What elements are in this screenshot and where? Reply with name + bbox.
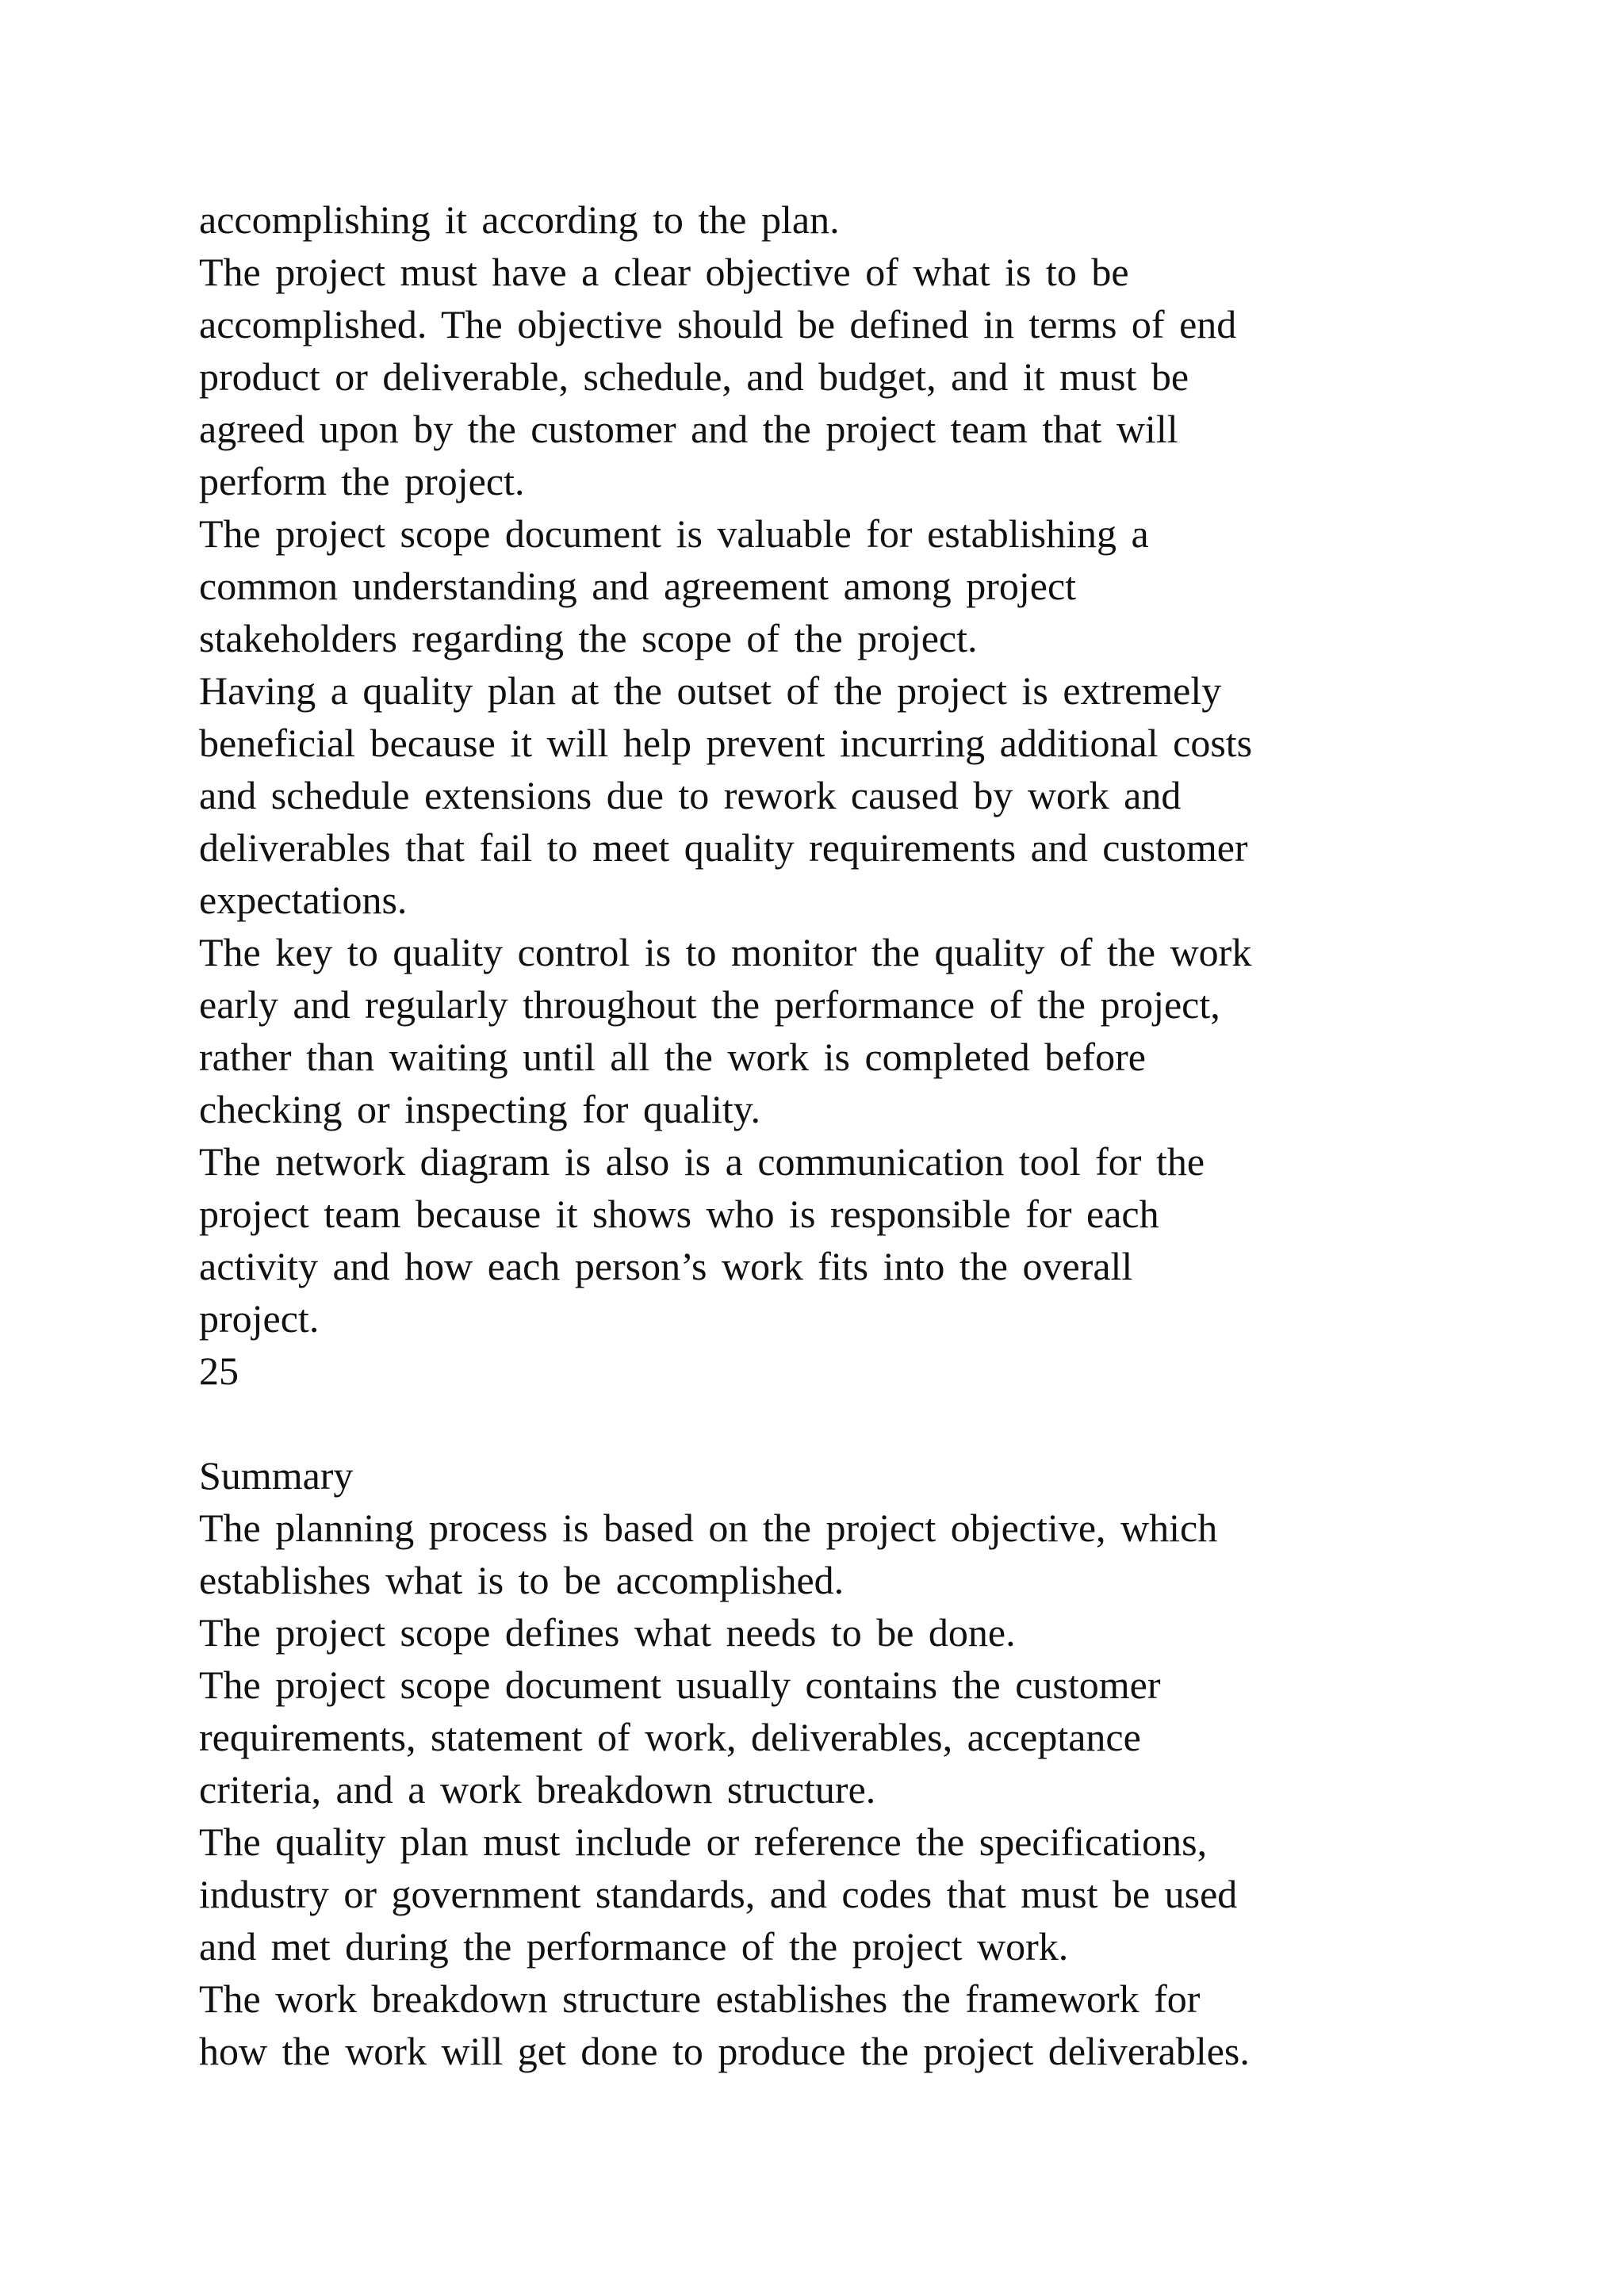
- text-line: and schedule extensions due to rework caused by work and: [199, 773, 1182, 817]
- section-heading: Summary: [199, 1453, 354, 1498]
- text-line: product or deliverable, schedule, and budget, and it must be: [199, 354, 1189, 399]
- text-line: checking or inspecting for quality.: [199, 1087, 761, 1131]
- text-line: activity and how each person’s work fits into the overall: [199, 1244, 1133, 1288]
- text-line: accomplished. The objective should be defined in terms of end: [199, 302, 1237, 346]
- text-line: requirements, statement of work, deliverables, acceptance: [199, 1715, 1141, 1759]
- text-line: project.: [199, 1296, 320, 1341]
- text-line: accomplishing it according to the plan.: [199, 197, 840, 242]
- text-line: project team because it shows who is responsible for each: [199, 1192, 1159, 1236]
- text-line: industry or government standards, and codes that must be used: [199, 1872, 1238, 1916]
- text-line: criteria, and a work breakdown structure.: [199, 1767, 876, 1812]
- text-line: The quality plan must include or reference the specifications,: [199, 1820, 1208, 1864]
- text-line: early and regularly throughout the performance of the project,: [199, 982, 1220, 1027]
- text-line: and met during the performance of the project work.: [199, 1924, 1069, 1969]
- text-line: The project scope document usually contains the customer: [199, 1663, 1161, 1707]
- text-line: rather than waiting until all the work is completed before: [199, 1035, 1146, 1079]
- text-line: perform the project.: [199, 459, 525, 503]
- text-line: establishes what is to be accomplished.: [199, 1558, 845, 1602]
- text-line: beneficial because it will help prevent incurring additional costs: [199, 721, 1253, 765]
- text-line: stakeholders regarding the scope of the project.: [199, 616, 978, 660]
- text-line: how the work will get done to produce the project deliverables.: [199, 2029, 1250, 2073]
- text-line: The project must have a clear objective of what is to be: [199, 250, 1129, 294]
- text-line: common understanding and agreement among project: [199, 564, 1077, 608]
- text-line: deliverables that fail to meet quality requirements and customer: [199, 825, 1248, 870]
- page-number: 25: [199, 1349, 239, 1393]
- text-line: The project scope document is valuable for establishing a: [199, 511, 1149, 556]
- text-line: The planning process is based on the project objective, which: [199, 1506, 1218, 1550]
- blank-line: [199, 1397, 1563, 1449]
- text-line: The project scope defines what needs to be done.: [199, 1610, 1016, 1655]
- text-line: The work breakdown structure establishes the framework for: [199, 1976, 1201, 2021]
- document-text: [199, 193, 1563, 2077]
- text-line: The key to quality control is to monitor the quality of the work: [199, 930, 1252, 974]
- text-line: The network diagram is also is a communication tool for the: [199, 1139, 1205, 1184]
- text-line: agreed upon by the customer and the project team that will: [199, 407, 1178, 451]
- text-line: Having a quality plan at the outset of the project is extremely: [199, 668, 1222, 713]
- text-line: expectations.: [199, 878, 408, 922]
